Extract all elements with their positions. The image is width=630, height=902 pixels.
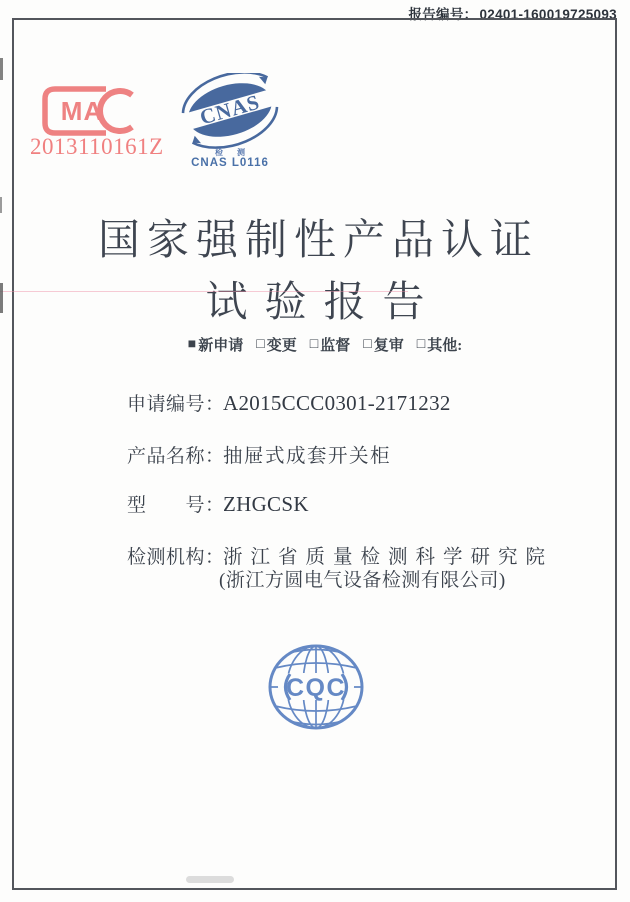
field-row-model (127, 490, 309, 517)
application-type-row (10, 334, 630, 355)
field-value: 抽屉式成套开关柜 (223, 446, 392, 467)
certificate-title-line1: 国家强制性产品认证 (97, 218, 539, 264)
cma-accreditation-number: 2013110161Z (30, 134, 164, 159)
field-label: 申请编号： (127, 394, 225, 415)
field-value: 浙江省质量检测科学研究院 (223, 547, 554, 568)
application-type-option-new (188, 334, 243, 355)
cnas-mark-icon (178, 73, 282, 153)
checkbox-empty-icon: □ (256, 336, 265, 352)
scan-artifact (0, 283, 3, 313)
checkbox-filled-icon: ■ (187, 336, 197, 352)
cqc-letters: CQC (285, 674, 347, 702)
cnas-code: CNAS L0116 (191, 157, 269, 169)
option-label: 新申请 (198, 338, 244, 354)
option-label: 复审 (373, 338, 404, 354)
field-label: 检测机构： (127, 547, 225, 568)
checkbox-empty-icon: □ (309, 336, 319, 352)
field-value: ZHGCSK (223, 492, 309, 516)
checkbox-empty-icon: □ (416, 336, 426, 352)
cma-mark-icon (42, 86, 138, 136)
cma-letters: MA (60, 96, 104, 126)
cnas-letters: CNAS (197, 89, 263, 130)
application-type-option-other (417, 334, 462, 355)
scan-artifact (0, 197, 2, 213)
scan-artifact (0, 58, 3, 80)
pink-scan-line (0, 291, 408, 292)
scan-artifact-smudge (186, 876, 234, 883)
field-row-product-name (127, 440, 391, 468)
option-label: 其他: (427, 338, 463, 354)
test-institution-subsidiary: (浙江方圆电气设备检测有限公司) (219, 570, 506, 591)
cnas-category-label: 检 测 (215, 148, 251, 157)
field-label: 产品名称： (127, 446, 225, 467)
report-number-value: 02401-160019725093 (479, 7, 617, 22)
field-value: A2015CCC0301-2171232 (223, 391, 451, 415)
field-label: 型 号： (127, 495, 225, 516)
report-number-label: 报告编号： (408, 7, 478, 22)
option-label: 监督 (320, 338, 351, 354)
application-type-option-review (363, 334, 403, 355)
cqc-mark-icon (266, 642, 366, 732)
checkbox-empty-icon: □ (363, 336, 372, 352)
option-label: 变更 (266, 338, 297, 354)
application-type-option-change (256, 334, 296, 355)
certificate-title-line2: 试验报告 (205, 280, 442, 326)
field-row-application-no (127, 389, 451, 416)
application-type-option-supervision (310, 334, 350, 355)
